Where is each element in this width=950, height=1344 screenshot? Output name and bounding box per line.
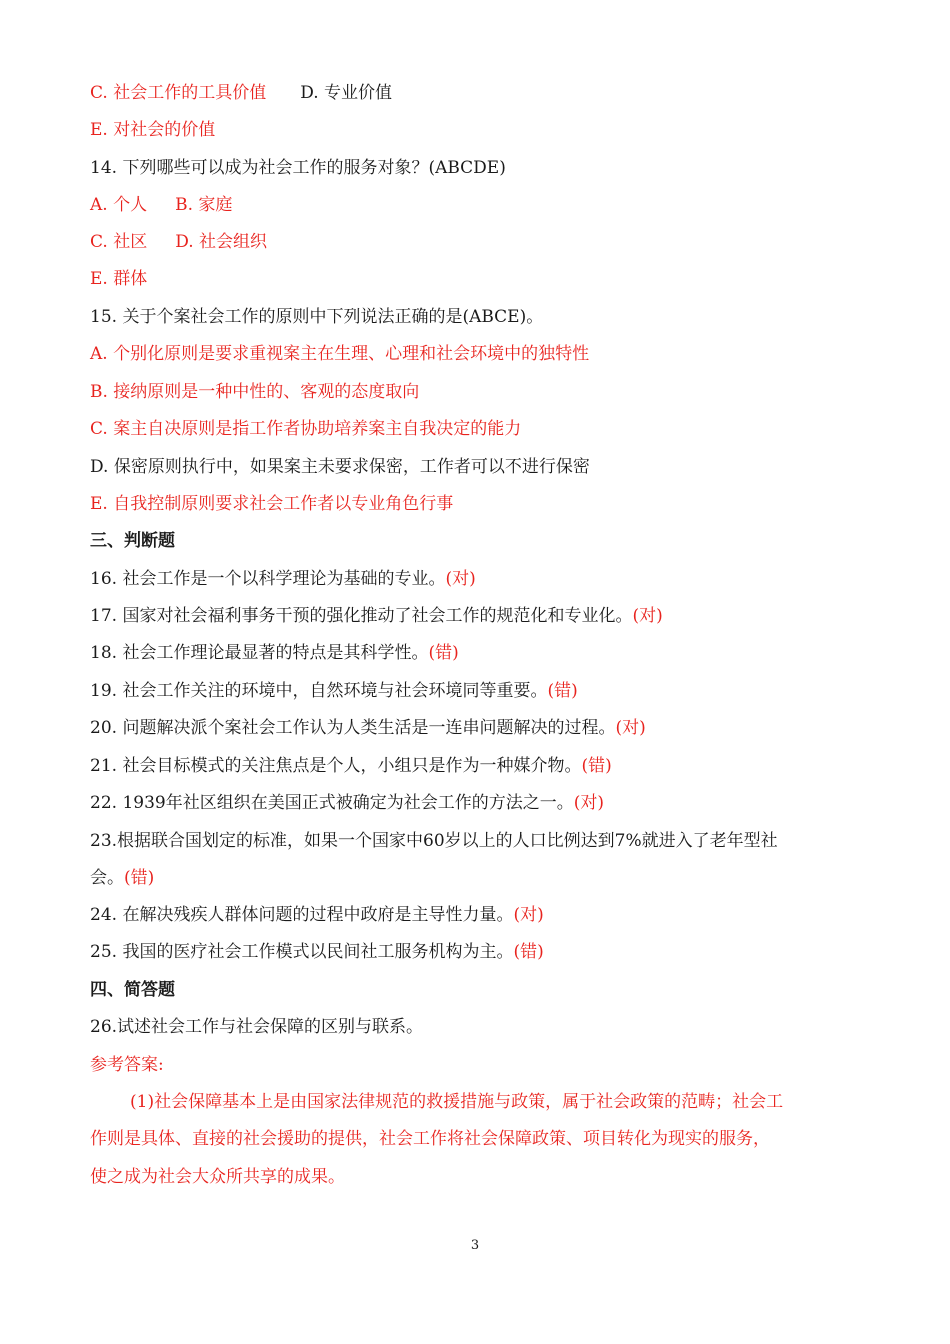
judge-answer: (错) — [124, 868, 155, 888]
section3-title: 三、判断题 — [90, 531, 175, 551]
judge-item-22 — [90, 792, 870, 814]
answer-line-1: (1)社会保障基本上是由国家法律规范的救援措施与政策，属于社会政策的范畴；社会工 — [130, 1092, 784, 1112]
judge-item-19 — [90, 680, 870, 702]
q15-option-d: D. 保密原则执行中，如果案主未要求保密，工作者可以不进行保密 — [90, 457, 590, 477]
answer-line-3: 使之成为社会大众所共享的成果。 — [90, 1167, 345, 1187]
q15-question: 15. 关于个案社会工作的原则中下列说法正确的是(ABCE)。 — [90, 307, 544, 327]
judge-item-16 — [90, 568, 870, 590]
judge-item-24 — [90, 904, 870, 926]
judge-item-18 — [90, 642, 870, 664]
q13-option-d: D. 专业价值 — [300, 83, 393, 103]
q14-option-c: C. 社区 — [90, 232, 148, 252]
q14-options-cd — [90, 231, 870, 253]
q13-option-c: C. 社会工作的工具价值 — [90, 83, 267, 103]
judge-item-17 — [90, 605, 870, 627]
judge-answer: (对) — [615, 718, 646, 738]
answer-line-2: 作则是具体、直接的社会援助的提供，社会工作将社会保障政策、项目转化为现实的服务， — [90, 1129, 770, 1149]
judge-answer: (对) — [513, 905, 544, 925]
q15-option-e: E. 自我控制原则要求社会工作者以专业角色行事 — [90, 494, 454, 514]
q14-option-b: B. 家庭 — [175, 195, 233, 215]
judge-answer: (对) — [632, 606, 663, 626]
q15-option-c: C. 案主自决原则是指工作者协助培养案主自我决定的能力 — [90, 419, 522, 439]
answer-label: 参考答案: — [90, 1055, 164, 1075]
page-number: 3 — [470, 1238, 480, 1253]
judge-item-21 — [90, 755, 870, 777]
judge-answer: (对) — [445, 569, 476, 589]
q14-option-e: E. 群体 — [90, 269, 148, 289]
judge-item-text: 22. 1939年社区组织在美国正式被确定为社会工作的方法之一。 — [90, 793, 574, 813]
judge-item-text: 16. 社会工作是一个以科学理论为基础的专业。 — [90, 569, 446, 589]
judge-item-20 — [90, 717, 870, 739]
judge-item-text: 24. 在解决残疾人群体问题的过程中政府是主导性力量。 — [90, 905, 514, 925]
q14-option-d: D. 社会组织 — [175, 232, 268, 252]
judge-item-text: 19. 社会工作关注的环境中，自然环境与社会环境同等重要。 — [90, 681, 548, 701]
q14-option-a: A. 个人 — [90, 195, 148, 215]
judge-answer: (错) — [581, 756, 612, 776]
judge-answer: (错) — [428, 643, 459, 663]
judge-item-text: 21. 社会目标模式的关注焦点是个人，小组只是作为一种媒介物。 — [90, 756, 582, 776]
judge-item-text: 25. 我国的医疗社会工作模式以民间社工服务机构为主。 — [90, 942, 514, 962]
q15-option-a: A. 个别化原则是要求重视案主在生理、心理和社会环境中的独特性 — [90, 344, 590, 364]
judge-item-text: 20. 问题解决派个案社会工作认为人类生活是一连串问题解决的过程。 — [90, 718, 616, 738]
q15-option-b: B. 接纳原则是一种中性的、客观的态度取向 — [90, 382, 420, 402]
short-answer-question: 26.试述社会工作与社会保障的区别与联系。 — [90, 1017, 424, 1037]
judge-answer: (错) — [513, 942, 544, 962]
judge-answer: (错) — [547, 681, 578, 701]
section4-title: 四、简答题 — [90, 980, 175, 1000]
judge-item-23-line2 — [90, 867, 870, 889]
q14-question: 14. 下列哪些可以成为社会工作的服务对象？(ABCDE) — [90, 158, 506, 178]
judge-item-23-line1: 23.根据联合国划定的标准，如果一个国家中60岁以上的人口比例达到7%就进入了老年型社 — [90, 831, 778, 851]
q13-options-cd — [90, 82, 870, 104]
q14-options-ab — [90, 194, 870, 216]
judge-item-text: 17. 国家对社会福利事务干预的强化推动了社会工作的规范化和专业化。 — [90, 606, 633, 626]
judge-item-text: 会。 — [90, 868, 124, 888]
judge-item-25 — [90, 941, 870, 963]
q13-option-e: E. 对社会的价值 — [90, 120, 216, 140]
judge-answer: (对) — [573, 793, 604, 813]
judge-item-text: 18. 社会工作理论最显著的特点是其科学性。 — [90, 643, 429, 663]
